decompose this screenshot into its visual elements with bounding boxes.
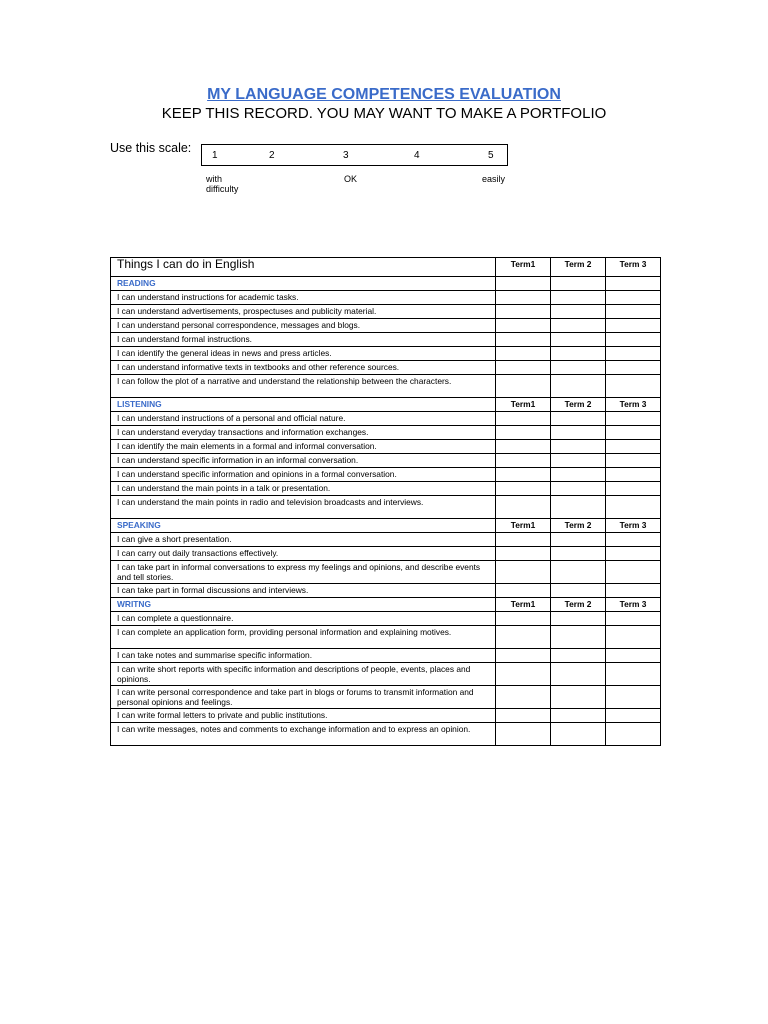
rating-cell-term-2[interactable] [551, 649, 606, 663]
rating-cell-term-1[interactable] [496, 333, 551, 347]
rating-cell-term-1[interactable] [496, 584, 551, 598]
rating-cell-term-1[interactable] [496, 454, 551, 468]
scale-number-4: 4 [414, 150, 420, 161]
competence-text: I can take notes and summarise specific information. [111, 649, 496, 663]
term-header-1: Term1 [496, 519, 551, 533]
term-header-1: Term1 [496, 258, 551, 277]
rating-cell-term-3[interactable] [606, 412, 661, 426]
term-header-3: Term 3 [606, 258, 661, 277]
rating-cell-term-3[interactable] [606, 612, 661, 626]
competence-text: I can understand advertisements, prospectuses and publicity material. [111, 305, 496, 319]
competence-text: I can write personal correspondence and take part in blogs or forums to transmit information and personal opinions and feelings. [111, 686, 496, 709]
term-header-1: Term1 [496, 398, 551, 412]
rating-cell-term-3[interactable] [606, 291, 661, 305]
rating-cell-term-1[interactable] [496, 347, 551, 361]
competence-text: I can understand personal correspondence, messages and blogs. [111, 319, 496, 333]
rating-cell-term-1[interactable] [496, 482, 551, 496]
rating-cell-term-1[interactable] [496, 496, 551, 519]
section-label: LISTENING [111, 398, 496, 412]
section-label: SPEAKING [111, 519, 496, 533]
rating-cell-term-3[interactable] [606, 561, 661, 584]
rating-cell-term-3[interactable] [606, 482, 661, 496]
competence-text: I can understand formal instructions. [111, 333, 496, 347]
rating-cell-term-2[interactable] [551, 547, 606, 561]
table-row [111, 454, 661, 468]
rating-cell-term-2[interactable] [551, 440, 606, 454]
rating-cell-term-3[interactable] [606, 584, 661, 598]
rating-cell-term-1[interactable] [496, 277, 551, 291]
rating-cell-term-1[interactable] [496, 649, 551, 663]
rating-cell-term-2[interactable] [551, 709, 606, 723]
competence-text: I can identify the main elements in a formal and informal conversation. [111, 440, 496, 454]
term-header-3: Term 3 [606, 598, 661, 612]
rating-cell-term-1[interactable] [496, 291, 551, 305]
rating-cell-term-1[interactable] [496, 686, 551, 709]
section-row-listening [111, 398, 661, 412]
table-row [111, 626, 661, 649]
rating-cell-term-3[interactable] [606, 686, 661, 709]
term-header-3: Term 3 [606, 398, 661, 412]
table-row [111, 305, 661, 319]
competence-text: I can take part in formal discussions and interviews. [111, 584, 496, 598]
section-label: WRITNG [111, 598, 496, 612]
table-row [111, 375, 661, 398]
page-subtitle: KEEP THIS RECORD. YOU MAY WANT TO MAKE A PORTFOLIO [161, 105, 607, 122]
rating-cell-term-2[interactable] [551, 626, 606, 649]
term-header-2: Term 2 [551, 258, 606, 277]
competence-text: I can carry out daily transactions effectively. [111, 547, 496, 561]
rating-cell-term-3[interactable] [606, 454, 661, 468]
term-header-3: Term 3 [606, 519, 661, 533]
rating-cell-term-2[interactable] [551, 333, 606, 347]
scale-box [201, 144, 508, 166]
term-header-2: Term 2 [551, 519, 606, 533]
table-row [111, 440, 661, 454]
rating-cell-term-3[interactable] [606, 333, 661, 347]
rating-cell-term-3[interactable] [606, 440, 661, 454]
rating-cell-term-1[interactable] [496, 626, 551, 649]
section-label: READING [111, 277, 496, 291]
table-row [111, 649, 661, 663]
term-header-2: Term 2 [551, 598, 606, 612]
scale-desc-low: with difficulty [206, 174, 239, 194]
rating-cell-term-1[interactable] [496, 723, 551, 746]
rating-cell-term-3[interactable] [606, 723, 661, 746]
rating-cell-term-2[interactable] [551, 305, 606, 319]
table-row [111, 686, 661, 709]
rating-cell-term-3[interactable] [606, 547, 661, 561]
rating-cell-term-3[interactable] [606, 626, 661, 649]
rating-cell-term-2[interactable] [551, 723, 606, 746]
competence-text: I can understand the main points in a talk or presentation. [111, 482, 496, 496]
table-row [111, 496, 661, 519]
scale-number-2: 2 [269, 150, 275, 161]
table-row [111, 482, 661, 496]
rating-cell-term-2[interactable] [551, 584, 606, 598]
page-title: MY LANGUAGE COMPETENCES EVALUATION [207, 86, 561, 103]
competence-text: I can complete an application form, providing personal information and explaining motives. [111, 626, 496, 649]
rating-cell-term-2[interactable] [551, 468, 606, 482]
scale-number-1: 1 [212, 150, 218, 161]
rating-cell-term-3[interactable] [606, 305, 661, 319]
competence-text: I can understand informative texts in textbooks and other reference sources. [111, 361, 496, 375]
scale-number-5: 5 [488, 150, 494, 161]
rating-cell-term-1[interactable] [496, 533, 551, 547]
rating-cell-term-2[interactable] [551, 361, 606, 375]
table-row [111, 319, 661, 333]
table-row [111, 468, 661, 482]
rating-cell-term-3[interactable] [606, 468, 661, 482]
competence-text: I can understand the main points in radio and television broadcasts and interviews. [111, 496, 496, 519]
competences-table [110, 257, 661, 746]
rating-cell-term-3[interactable] [606, 426, 661, 440]
table-row [111, 333, 661, 347]
rating-cell-term-1[interactable] [496, 663, 551, 686]
rating-cell-term-2[interactable] [551, 426, 606, 440]
competence-text: I can write formal letters to private and public institutions. [111, 709, 496, 723]
rating-cell-term-3[interactable] [606, 277, 661, 291]
competence-text: I can take part in informal conversations to express my feelings and opinions, and describe events and tell stories. [111, 561, 496, 584]
rating-cell-term-2[interactable] [551, 347, 606, 361]
rating-cell-term-2[interactable] [551, 291, 606, 305]
competence-text: I can give a short presentation. [111, 533, 496, 547]
rating-cell-term-2[interactable] [551, 533, 606, 547]
rating-cell-term-3[interactable] [606, 649, 661, 663]
rating-cell-term-2[interactable] [551, 277, 606, 291]
table-row [111, 709, 661, 723]
rating-cell-term-2[interactable] [551, 561, 606, 584]
rating-cell-term-3[interactable] [606, 375, 661, 398]
table-row [111, 561, 661, 584]
rating-cell-term-2[interactable] [551, 612, 606, 626]
rating-cell-term-1[interactable] [496, 468, 551, 482]
table-row [111, 584, 661, 598]
table-row [111, 426, 661, 440]
competence-text: I can write short reports with specific information and descriptions of people, events, places and opinions. [111, 663, 496, 686]
rating-cell-term-3[interactable] [606, 533, 661, 547]
competence-text: I can complete a questionnaire. [111, 612, 496, 626]
section-row-speaking [111, 519, 661, 533]
rating-cell-term-2[interactable] [551, 375, 606, 398]
rating-cell-term-1[interactable] [496, 709, 551, 723]
rating-cell-term-1[interactable] [496, 547, 551, 561]
rating-cell-term-1[interactable] [496, 305, 551, 319]
table-row [111, 533, 661, 547]
table-row [111, 291, 661, 305]
table-row [111, 547, 661, 561]
table-row [111, 612, 661, 626]
rating-cell-term-2[interactable] [551, 319, 606, 333]
rating-cell-term-1[interactable] [496, 361, 551, 375]
table-row [111, 663, 661, 686]
scale-label: Use this scale: [110, 141, 192, 155]
competence-text: I can understand instructions for academic tasks. [111, 291, 496, 305]
table-row [111, 412, 661, 426]
competence-text: I can understand everyday transactions and information exchanges. [111, 426, 496, 440]
competence-text: I can write messages, notes and comments to exchange information and to express an opinion. [111, 723, 496, 746]
rating-cell-term-1[interactable] [496, 375, 551, 398]
table-header-label: Things I can do in English [111, 258, 496, 277]
table-row [111, 723, 661, 746]
rating-cell-term-2[interactable] [551, 412, 606, 426]
competence-text: I can understand specific information and opinions in a formal conversation. [111, 468, 496, 482]
rating-cell-term-1[interactable] [496, 612, 551, 626]
section-row-writng [111, 598, 661, 612]
scale-desc-mid: OK [344, 174, 358, 184]
rating-cell-term-1[interactable] [496, 426, 551, 440]
table-row [111, 361, 661, 375]
rating-cell-term-2[interactable] [551, 454, 606, 468]
rating-cell-term-3[interactable] [606, 347, 661, 361]
scale-desc-high: easily [482, 174, 506, 184]
rating-cell-term-1[interactable] [496, 412, 551, 426]
rating-cell-term-2[interactable] [551, 482, 606, 496]
rating-cell-term-3[interactable] [606, 361, 661, 375]
scale-number-3: 3 [343, 150, 349, 161]
competence-text: I can understand specific information in an informal conversation. [111, 454, 496, 468]
rating-cell-term-2[interactable] [551, 663, 606, 686]
competence-text: I can identify the general ideas in news and press articles. [111, 347, 496, 361]
rating-cell-term-2[interactable] [551, 496, 606, 519]
competence-text: I can understand instructions of a personal and official nature. [111, 412, 496, 426]
rating-cell-term-3[interactable] [606, 496, 661, 519]
term-header-2: Term 2 [551, 398, 606, 412]
rating-cell-term-1[interactable] [496, 440, 551, 454]
rating-cell-term-3[interactable] [606, 319, 661, 333]
rating-cell-term-1[interactable] [496, 561, 551, 584]
rating-cell-term-3[interactable] [606, 709, 661, 723]
rating-cell-term-1[interactable] [496, 319, 551, 333]
rating-cell-term-2[interactable] [551, 686, 606, 709]
rating-cell-term-3[interactable] [606, 663, 661, 686]
section-row-reading [111, 277, 661, 291]
table-row [111, 347, 661, 361]
competence-text: I can follow the plot of a narrative and understand the relationship between the characters. [111, 375, 496, 398]
term-header-1: Term1 [496, 598, 551, 612]
table-header-row [111, 258, 661, 277]
